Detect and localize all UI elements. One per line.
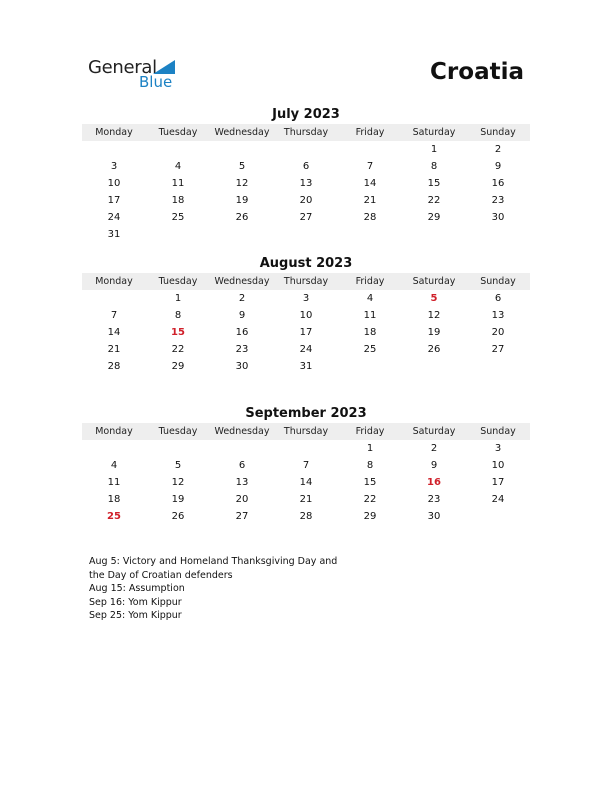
day-cell: 19 bbox=[171, 494, 185, 505]
day-cell: 14 bbox=[363, 178, 377, 189]
day-cell: 24 bbox=[107, 212, 121, 223]
month-title: July 2023 bbox=[272, 107, 340, 122]
weekday-label: Friday bbox=[355, 426, 385, 437]
day-cell: 10 bbox=[107, 178, 121, 189]
day-cell: 4 bbox=[366, 293, 374, 304]
day-cell bbox=[210, 226, 274, 243]
day-cell: 1 bbox=[174, 293, 182, 304]
weekday-label: Tuesday bbox=[158, 127, 198, 138]
day-cell: 10 bbox=[491, 460, 505, 471]
day-cell: 13 bbox=[299, 178, 313, 189]
day-cell: 1 bbox=[366, 443, 374, 454]
day-cell bbox=[466, 226, 530, 243]
note-line: Aug 15: Assumption bbox=[89, 583, 185, 594]
day-cell: 4 bbox=[174, 161, 182, 172]
day-cell: 31 bbox=[299, 361, 313, 372]
day-cell: 29 bbox=[363, 511, 377, 522]
day-cell bbox=[338, 358, 402, 375]
day-cell: 8 bbox=[430, 161, 438, 172]
weekday-label: Monday bbox=[95, 276, 133, 287]
day-cell: 26 bbox=[427, 344, 441, 355]
month-september bbox=[82, 406, 530, 525]
day-cell bbox=[274, 440, 338, 457]
day-cell bbox=[338, 141, 402, 158]
day-cell bbox=[274, 226, 338, 243]
day-cell: 6 bbox=[494, 293, 502, 304]
day-cell: 4 bbox=[110, 460, 118, 471]
day-cell bbox=[146, 141, 210, 158]
day-cell: 8 bbox=[174, 310, 182, 321]
day-cell: 19 bbox=[235, 195, 249, 206]
logo-triangle-icon bbox=[153, 60, 175, 74]
day-cell: 26 bbox=[235, 212, 249, 223]
day-cell: 24 bbox=[299, 344, 313, 355]
weekday-label: Monday bbox=[95, 426, 133, 437]
weekday-label: Friday bbox=[355, 127, 385, 138]
country-title: Croatia bbox=[430, 59, 524, 85]
day-cell: 20 bbox=[235, 494, 249, 505]
day-cell: 12 bbox=[427, 310, 441, 321]
day-cell: 21 bbox=[107, 344, 121, 355]
day-cell: 3 bbox=[494, 443, 502, 454]
day-cell bbox=[146, 226, 210, 243]
day-cell: 8 bbox=[366, 460, 374, 471]
day-cell: 14 bbox=[299, 477, 313, 488]
day-cell: 27 bbox=[235, 511, 249, 522]
day-cell bbox=[274, 141, 338, 158]
weekday-label: Tuesday bbox=[158, 426, 198, 437]
day-cell bbox=[210, 440, 274, 457]
day-cell: 13 bbox=[235, 477, 249, 488]
day-cell: 30 bbox=[235, 361, 249, 372]
weekday-label: Sunday bbox=[480, 127, 516, 138]
day-cell: 28 bbox=[363, 212, 377, 223]
day-cell: 7 bbox=[302, 460, 310, 471]
day-cell: 18 bbox=[363, 327, 377, 338]
day-cell: 19 bbox=[427, 327, 441, 338]
generalblue-logo bbox=[88, 57, 188, 91]
day-cell: 24 bbox=[491, 494, 505, 505]
day-cell: 6 bbox=[302, 161, 310, 172]
logo-blue-text: Blue bbox=[139, 73, 173, 91]
weekday-header bbox=[82, 423, 530, 440]
weekday-header bbox=[82, 273, 530, 290]
days-grid bbox=[82, 141, 530, 243]
month-august bbox=[82, 256, 530, 375]
day-cell: 15 bbox=[427, 178, 441, 189]
weekday-label: Thursday bbox=[283, 276, 329, 287]
day-cell: 23 bbox=[235, 344, 249, 355]
day-cell: 13 bbox=[491, 310, 505, 321]
weekday-label: Wednesday bbox=[214, 127, 270, 138]
weekday-label: Monday bbox=[95, 127, 133, 138]
day-cell bbox=[466, 508, 530, 525]
day-cell: 23 bbox=[491, 195, 505, 206]
weekday-label: Thursday bbox=[283, 127, 329, 138]
day-cell: 14 bbox=[107, 327, 121, 338]
note-line: Sep 25: Yom Kippur bbox=[89, 610, 182, 621]
day-cell: 27 bbox=[491, 344, 505, 355]
day-cell: 29 bbox=[427, 212, 441, 223]
holiday-day-cell: 5 bbox=[430, 293, 438, 304]
days-grid bbox=[82, 290, 530, 375]
holiday-day-cell: 25 bbox=[107, 511, 121, 522]
day-cell: 12 bbox=[171, 477, 185, 488]
day-cell: 15 bbox=[363, 477, 377, 488]
holiday-day-cell: 16 bbox=[427, 477, 441, 488]
day-cell: 22 bbox=[363, 494, 377, 505]
days-grid bbox=[82, 440, 530, 525]
weekday-label: Thursday bbox=[283, 426, 329, 437]
day-cell bbox=[402, 358, 466, 375]
day-cell bbox=[82, 440, 146, 457]
day-cell: 7 bbox=[366, 161, 374, 172]
day-cell: 30 bbox=[491, 212, 505, 223]
day-cell: 16 bbox=[491, 178, 505, 189]
weekday-label: Wednesday bbox=[214, 426, 270, 437]
day-cell: 5 bbox=[238, 161, 246, 172]
note-line: Sep 16: Yom Kippur bbox=[89, 596, 182, 608]
day-cell: 30 bbox=[427, 511, 441, 522]
day-cell: 17 bbox=[107, 195, 121, 206]
day-cell: 7 bbox=[110, 310, 118, 321]
weekday-label: Sunday bbox=[480, 426, 516, 437]
day-cell: 28 bbox=[299, 511, 313, 522]
day-cell bbox=[82, 290, 146, 307]
day-cell: 2 bbox=[238, 293, 246, 304]
day-cell: 17 bbox=[491, 477, 505, 488]
day-cell: 21 bbox=[299, 494, 313, 505]
day-cell: 20 bbox=[299, 195, 313, 206]
day-cell bbox=[338, 226, 402, 243]
weekday-label: Wednesday bbox=[214, 276, 270, 287]
day-cell: 31 bbox=[107, 229, 121, 240]
day-cell: 20 bbox=[491, 327, 505, 338]
day-cell bbox=[146, 440, 210, 457]
day-cell: 5 bbox=[174, 460, 182, 471]
day-cell: 18 bbox=[107, 494, 121, 505]
day-cell: 11 bbox=[107, 477, 121, 488]
month-title: August 2023 bbox=[259, 256, 353, 271]
day-cell: 2 bbox=[430, 443, 438, 454]
weekday-label: Saturday bbox=[412, 276, 456, 287]
day-cell: 29 bbox=[171, 361, 185, 372]
day-cell: 9 bbox=[494, 161, 502, 172]
day-cell: 25 bbox=[363, 344, 377, 355]
logo-general-text: General bbox=[88, 57, 157, 78]
day-cell: 3 bbox=[302, 293, 310, 304]
day-cell: 17 bbox=[299, 327, 313, 338]
day-cell: 27 bbox=[299, 212, 313, 223]
day-cell bbox=[82, 141, 146, 158]
day-cell: 9 bbox=[238, 310, 246, 321]
weekday-label: Saturday bbox=[412, 426, 456, 437]
day-cell: 16 bbox=[235, 327, 249, 338]
month-title: September 2023 bbox=[245, 406, 367, 421]
day-cell: 3 bbox=[110, 161, 118, 172]
day-cell: 11 bbox=[363, 310, 377, 321]
weekday-label: Tuesday bbox=[158, 276, 198, 287]
day-cell: 18 bbox=[171, 195, 185, 206]
day-cell: 10 bbox=[299, 310, 313, 321]
note-line: the Day of Croatian defenders bbox=[89, 569, 233, 581]
weekday-header bbox=[82, 124, 530, 141]
day-cell: 1 bbox=[430, 144, 438, 155]
note-line: Aug 5: Victory and Homeland Thanksgiving Day and bbox=[89, 556, 338, 567]
day-cell: 12 bbox=[235, 178, 249, 189]
day-cell: 22 bbox=[171, 344, 185, 355]
day-cell: 6 bbox=[238, 460, 246, 471]
day-cell: 25 bbox=[171, 212, 185, 223]
day-cell: 28 bbox=[107, 361, 121, 372]
weekday-label: Sunday bbox=[480, 276, 516, 287]
day-cell: 26 bbox=[171, 511, 185, 522]
day-cell bbox=[210, 141, 274, 158]
holiday-day-cell: 15 bbox=[171, 327, 185, 338]
weekday-label: Saturday bbox=[412, 127, 456, 138]
day-cell: 11 bbox=[171, 178, 185, 189]
day-cell bbox=[466, 358, 530, 375]
day-cell: 21 bbox=[363, 195, 377, 206]
day-cell: 9 bbox=[430, 460, 438, 471]
day-cell: 22 bbox=[427, 195, 441, 206]
day-cell: 2 bbox=[494, 144, 502, 155]
month-july bbox=[82, 107, 530, 243]
holiday-notes bbox=[89, 555, 337, 623]
day-cell: 23 bbox=[427, 494, 441, 505]
weekday-label: Friday bbox=[355, 276, 385, 287]
day-cell bbox=[402, 226, 466, 243]
